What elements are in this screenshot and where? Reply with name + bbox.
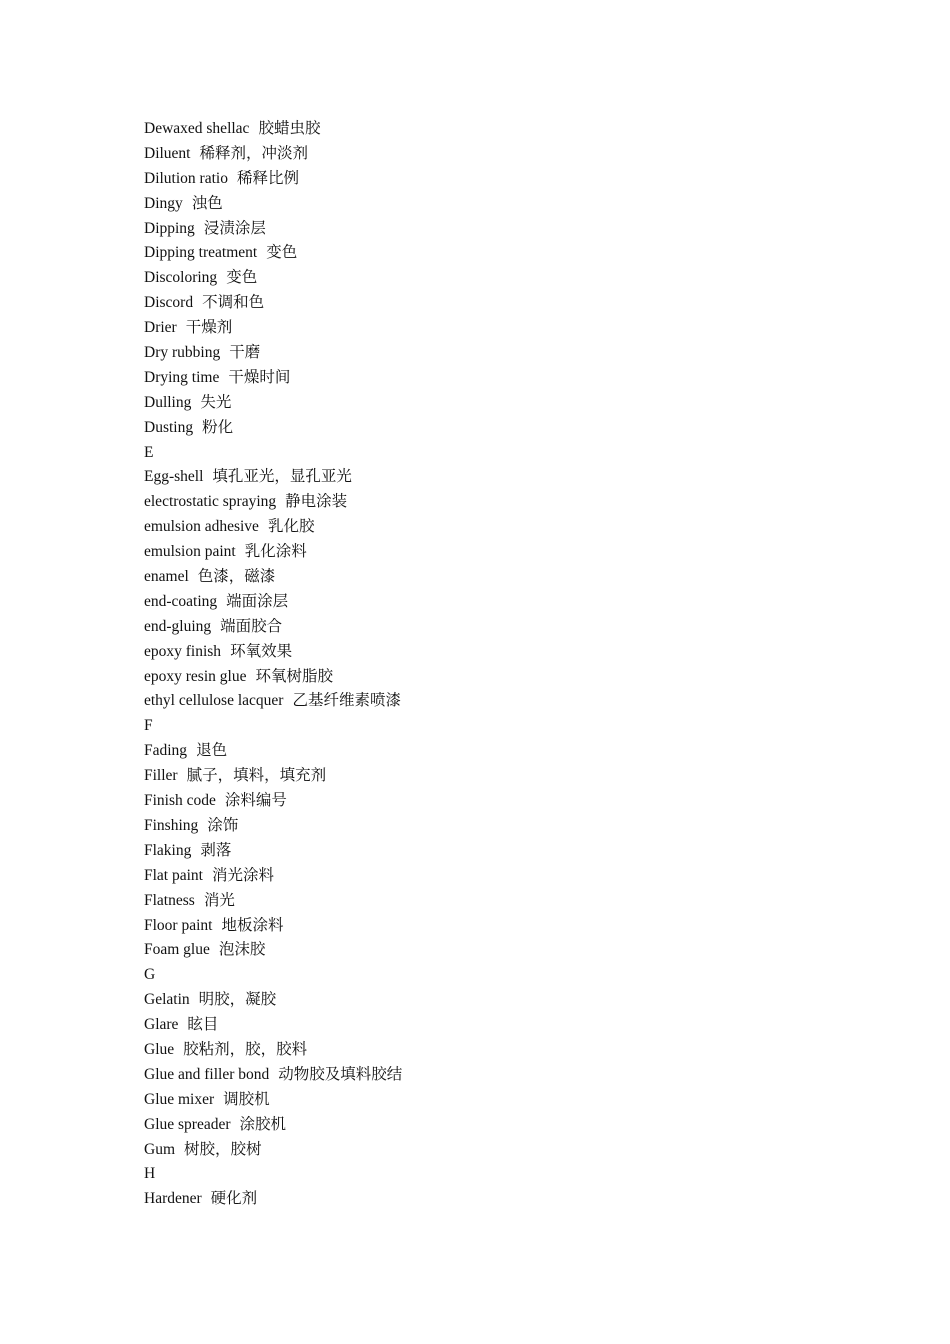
chinese-translation: 剥落 bbox=[200, 840, 232, 859]
english-term: Dry rubbing bbox=[144, 344, 221, 362]
english-term: Dilution ratio bbox=[144, 169, 228, 187]
glossary-entry bbox=[144, 639, 402, 664]
english-term: Glue and filler bond bbox=[144, 1065, 270, 1083]
glossary-entry bbox=[144, 290, 402, 315]
chinese-translation: 浊色 bbox=[191, 193, 223, 212]
english-term: epoxy resin glue bbox=[144, 667, 247, 685]
english-term: Discord bbox=[144, 294, 194, 312]
english-term: enamel bbox=[144, 568, 189, 586]
glossary-entry bbox=[144, 788, 402, 813]
english-term: Glue bbox=[144, 1040, 175, 1058]
section-letter-text: H bbox=[144, 1165, 156, 1183]
chinese-translation: 端面涂层 bbox=[226, 591, 289, 610]
glossary-entry bbox=[144, 987, 402, 1012]
english-term: end-gluing bbox=[144, 617, 212, 635]
chinese-translation: 稀释剂，冲淡剂 bbox=[199, 143, 309, 162]
english-term: Flat paint bbox=[144, 866, 203, 884]
english-term: Glue spreader bbox=[144, 1115, 231, 1133]
chinese-translation: 明胶，凝胶 bbox=[198, 990, 277, 1009]
chinese-translation: 静电涂装 bbox=[285, 492, 348, 511]
glossary-entry bbox=[144, 390, 402, 415]
glossary-entry bbox=[144, 191, 402, 216]
glossary-entry bbox=[144, 464, 402, 489]
english-term: Gelatin bbox=[144, 991, 190, 1009]
english-term: Drying time bbox=[144, 368, 220, 386]
english-term: Dingy bbox=[144, 194, 183, 212]
section-letter bbox=[144, 713, 402, 738]
english-term: ethyl cellulose lacquer bbox=[144, 692, 284, 710]
glossary-entry bbox=[144, 564, 402, 589]
chinese-translation: 消光涂料 bbox=[211, 865, 274, 884]
chinese-translation: 泡沫胶 bbox=[218, 940, 266, 959]
english-term: Dusting bbox=[144, 418, 194, 436]
english-term: Dewaxed shellac bbox=[144, 120, 250, 137]
english-term: Drier bbox=[144, 319, 177, 337]
english-term: Dulling bbox=[144, 393, 192, 411]
chinese-translation: 涂饰 bbox=[207, 815, 239, 834]
chinese-translation: 胶蜡虫胶 bbox=[258, 119, 321, 137]
glossary-entry bbox=[144, 937, 402, 962]
chinese-translation: 涂胶机 bbox=[239, 1114, 287, 1133]
english-term: Gum bbox=[144, 1140, 175, 1158]
chinese-translation: 不调和色 bbox=[202, 293, 265, 312]
chinese-translation: 地板涂料 bbox=[221, 915, 284, 934]
chinese-translation: 消光 bbox=[203, 890, 235, 909]
chinese-translation: 眩目 bbox=[187, 1015, 219, 1034]
glossary-entry bbox=[144, 589, 402, 614]
glossary-entry bbox=[144, 813, 402, 838]
chinese-translation: 色漆，磁漆 bbox=[197, 567, 276, 586]
glossary-entry bbox=[144, 763, 402, 788]
english-term: Finish code bbox=[144, 792, 216, 810]
chinese-translation: 干燥剂 bbox=[185, 318, 233, 337]
chinese-translation: 胶粘剂，胶，胶料 bbox=[183, 1039, 308, 1058]
glossary-entry bbox=[144, 913, 402, 938]
english-term: Discoloring bbox=[144, 269, 218, 287]
glossary-entry bbox=[144, 863, 402, 888]
english-term: Flaking bbox=[144, 841, 192, 859]
chinese-translation: 树胶，胶树 bbox=[184, 1139, 262, 1158]
english-term: Filler bbox=[144, 767, 178, 785]
glossary-entry bbox=[144, 1137, 402, 1162]
english-term: Glue mixer bbox=[144, 1090, 215, 1108]
english-term: end-coating bbox=[144, 592, 218, 610]
glossary-entry bbox=[144, 888, 402, 913]
glossary-entry bbox=[144, 216, 402, 241]
chinese-translation: 变色 bbox=[226, 268, 258, 287]
english-term: Hardener bbox=[144, 1190, 202, 1208]
glossary-list bbox=[144, 116, 402, 1211]
section-letter-text: F bbox=[144, 717, 153, 735]
section-letter bbox=[144, 440, 402, 465]
glossary-entry bbox=[144, 365, 402, 390]
chinese-translation: 动物胶及填料胶结 bbox=[278, 1064, 403, 1083]
section-letter-text: G bbox=[144, 966, 156, 984]
glossary-entry bbox=[144, 340, 402, 365]
chinese-translation: 乳化胶 bbox=[267, 517, 315, 536]
glossary-entry bbox=[144, 1112, 402, 1137]
glossary-entry bbox=[144, 1186, 402, 1211]
english-term: Diluent bbox=[144, 144, 191, 162]
section-letter bbox=[144, 1161, 402, 1186]
glossary-entry bbox=[144, 514, 402, 539]
english-term: Foam glue bbox=[144, 941, 210, 959]
glossary-entry bbox=[144, 1012, 402, 1037]
glossary-entry bbox=[144, 265, 402, 290]
glossary-entry bbox=[144, 141, 402, 166]
glossary-entry bbox=[144, 1062, 402, 1087]
glossary-entry bbox=[144, 688, 402, 713]
glossary-entry bbox=[144, 489, 402, 514]
glossary-entry bbox=[144, 1087, 402, 1112]
english-term: Floor paint bbox=[144, 916, 213, 934]
chinese-translation: 环氧效果 bbox=[230, 641, 293, 660]
glossary-entry bbox=[144, 166, 402, 191]
english-term: Egg-shell bbox=[144, 468, 204, 486]
chinese-translation: 浸渍涂层 bbox=[203, 218, 266, 237]
chinese-translation: 干燥时间 bbox=[228, 367, 291, 386]
english-term: Glare bbox=[144, 1016, 179, 1034]
english-term: Dipping treatment bbox=[144, 244, 258, 262]
chinese-translation: 涂料编号 bbox=[224, 791, 287, 810]
chinese-translation: 调胶机 bbox=[223, 1089, 270, 1108]
english-term: Fading bbox=[144, 742, 188, 760]
glossary-entry bbox=[144, 738, 402, 763]
chinese-translation: 腻子，填料，填充剂 bbox=[186, 766, 327, 785]
glossary-entry bbox=[144, 539, 402, 564]
english-term: emulsion adhesive bbox=[144, 518, 259, 536]
chinese-translation: 变色 bbox=[266, 243, 298, 262]
english-term: Dipping bbox=[144, 219, 195, 237]
section-letter bbox=[144, 962, 402, 987]
chinese-translation: 填孔亚光，显孔亚光 bbox=[212, 467, 352, 486]
glossary-entry bbox=[144, 415, 402, 440]
glossary-entry bbox=[144, 838, 402, 863]
glossary-entry bbox=[144, 1037, 402, 1062]
glossary-entry bbox=[144, 240, 402, 265]
section-letter-text: E bbox=[144, 443, 154, 461]
english-term: Finshing bbox=[144, 816, 199, 834]
chinese-translation: 乙基纤维素喷漆 bbox=[292, 691, 401, 710]
glossary-entry bbox=[144, 116, 402, 141]
glossary-entry bbox=[144, 614, 402, 639]
chinese-translation: 环氧树脂胶 bbox=[255, 666, 333, 685]
chinese-translation: 干磨 bbox=[229, 343, 261, 362]
english-term: epoxy finish bbox=[144, 642, 222, 660]
chinese-translation: 乳化涂料 bbox=[244, 542, 307, 561]
chinese-translation: 稀释比例 bbox=[236, 168, 299, 187]
chinese-translation: 退色 bbox=[196, 741, 228, 760]
glossary-entry bbox=[144, 664, 402, 689]
english-term: Flatness bbox=[144, 891, 195, 909]
chinese-translation: 硬化剂 bbox=[210, 1189, 258, 1208]
chinese-translation: 失光 bbox=[200, 392, 232, 411]
glossary-entry bbox=[144, 315, 402, 340]
english-term: electrostatic spraying bbox=[144, 493, 277, 511]
english-term: emulsion paint bbox=[144, 543, 236, 561]
chinese-translation: 粉化 bbox=[202, 417, 234, 436]
chinese-translation: 端面胶合 bbox=[220, 616, 283, 635]
